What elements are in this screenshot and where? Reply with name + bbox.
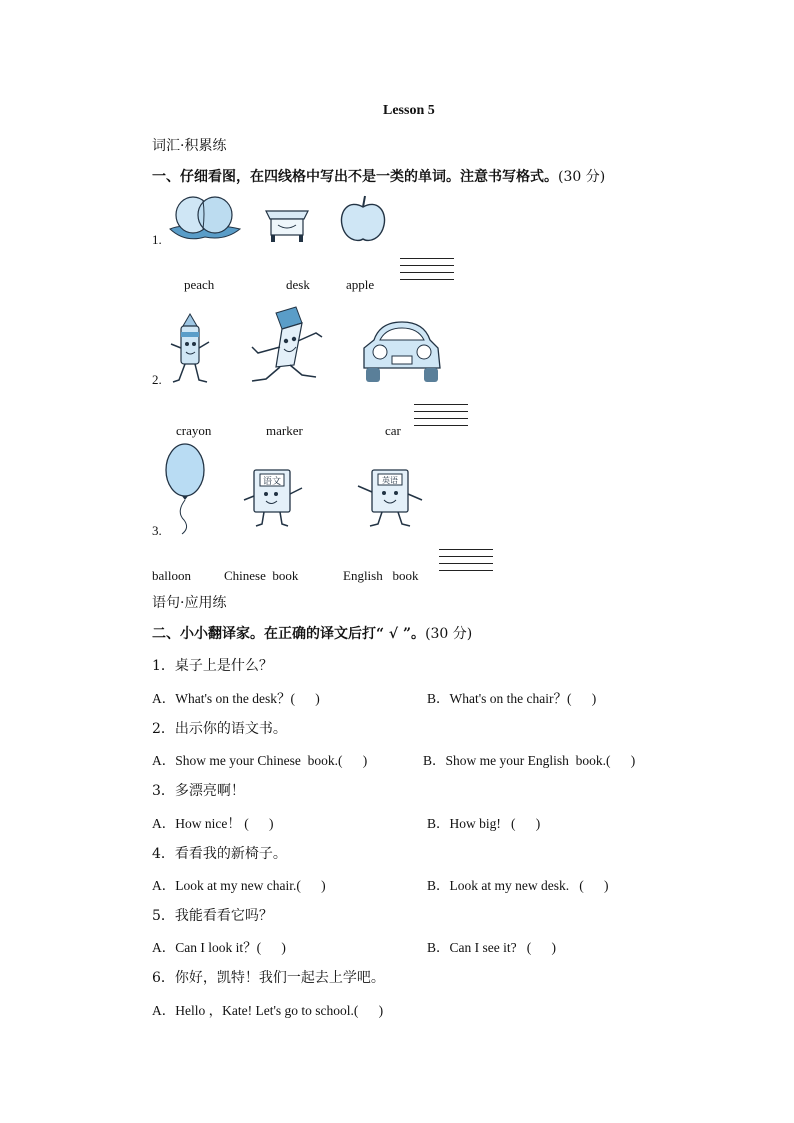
word-marker: marker: [266, 423, 303, 438]
option-b[interactable]: B．Show me your English book.( ): [423, 753, 636, 768]
word-apple: apple: [346, 277, 375, 292]
car-image: [358, 318, 446, 386]
option-a[interactable]: A．Can I look it？( ): [152, 940, 286, 955]
word-desk: desk: [286, 277, 310, 292]
part2-heading: 二、小小翻译家。在正确的译文后打“ √ ”。(30 分): [152, 626, 473, 642]
word-crayon: crayon: [176, 423, 212, 438]
option-a[interactable]: A．Show me your Chinese book.( ): [152, 753, 368, 768]
section-label-sentences: 语句·应用练: [152, 595, 227, 611]
crayon-image: [165, 312, 215, 384]
option-b[interactable]: B．What's on the chair？( ): [427, 691, 597, 706]
chinese-book-label: 语文: [262, 477, 282, 487]
four-line-grid[interactable]: [439, 549, 493, 579]
option-a[interactable]: A．What's on the desk？( ): [152, 691, 320, 706]
word-peach: peach: [184, 277, 215, 292]
desk-image: [264, 205, 310, 243]
option-b[interactable]: B．Look at my new desk. ( ): [427, 878, 609, 893]
balloon-image: [162, 442, 208, 536]
question-text: 4．看看我的新椅子。: [152, 846, 287, 862]
apple-image: [339, 193, 387, 245]
question-text: 5．我能看看它吗？: [152, 908, 273, 924]
marker-image: [246, 303, 326, 385]
english-book-image: [352, 466, 428, 528]
question-text: 6．你好，凯特！我们一起去上学吧。: [152, 970, 385, 986]
section-label-vocabulary: 词汇·积累练: [152, 138, 227, 154]
option-a[interactable]: A．Hello ，Kate! Let's go to school.( ): [152, 1003, 384, 1018]
option-b[interactable]: B．How big! ( ): [427, 816, 541, 831]
option-a[interactable]: A．How nice！ ( ): [152, 816, 274, 831]
word-balloon: balloon: [152, 568, 191, 583]
option-a[interactable]: A．Look at my new chair.( ): [152, 878, 326, 893]
word-english-book: English book: [343, 568, 419, 583]
question-text: 3．多漂亮啊！: [152, 783, 245, 799]
chinese-book-image: [240, 466, 306, 528]
question-text: 1．桌子上是什么？: [152, 658, 273, 674]
item-number: 3.: [152, 523, 162, 538]
word-chinese-book: Chinese book: [224, 568, 299, 583]
item-number: 2.: [152, 372, 162, 387]
question-text: 2．出示你的语文书。: [152, 721, 287, 737]
item-number: 1.: [152, 232, 162, 247]
four-line-grid[interactable]: [400, 258, 454, 288]
english-book-label: 英语: [382, 476, 398, 485]
part1-heading: 一、仔细看图，在四线格中写出不是一类的单词。注意书写格式。(30 分): [152, 169, 606, 185]
option-b[interactable]: B．Can I see it? ( ): [427, 940, 556, 955]
word-car: car: [385, 423, 401, 438]
four-line-grid[interactable]: [414, 404, 468, 434]
page-title: Lesson 5: [383, 103, 435, 118]
peach-image: [165, 193, 245, 245]
